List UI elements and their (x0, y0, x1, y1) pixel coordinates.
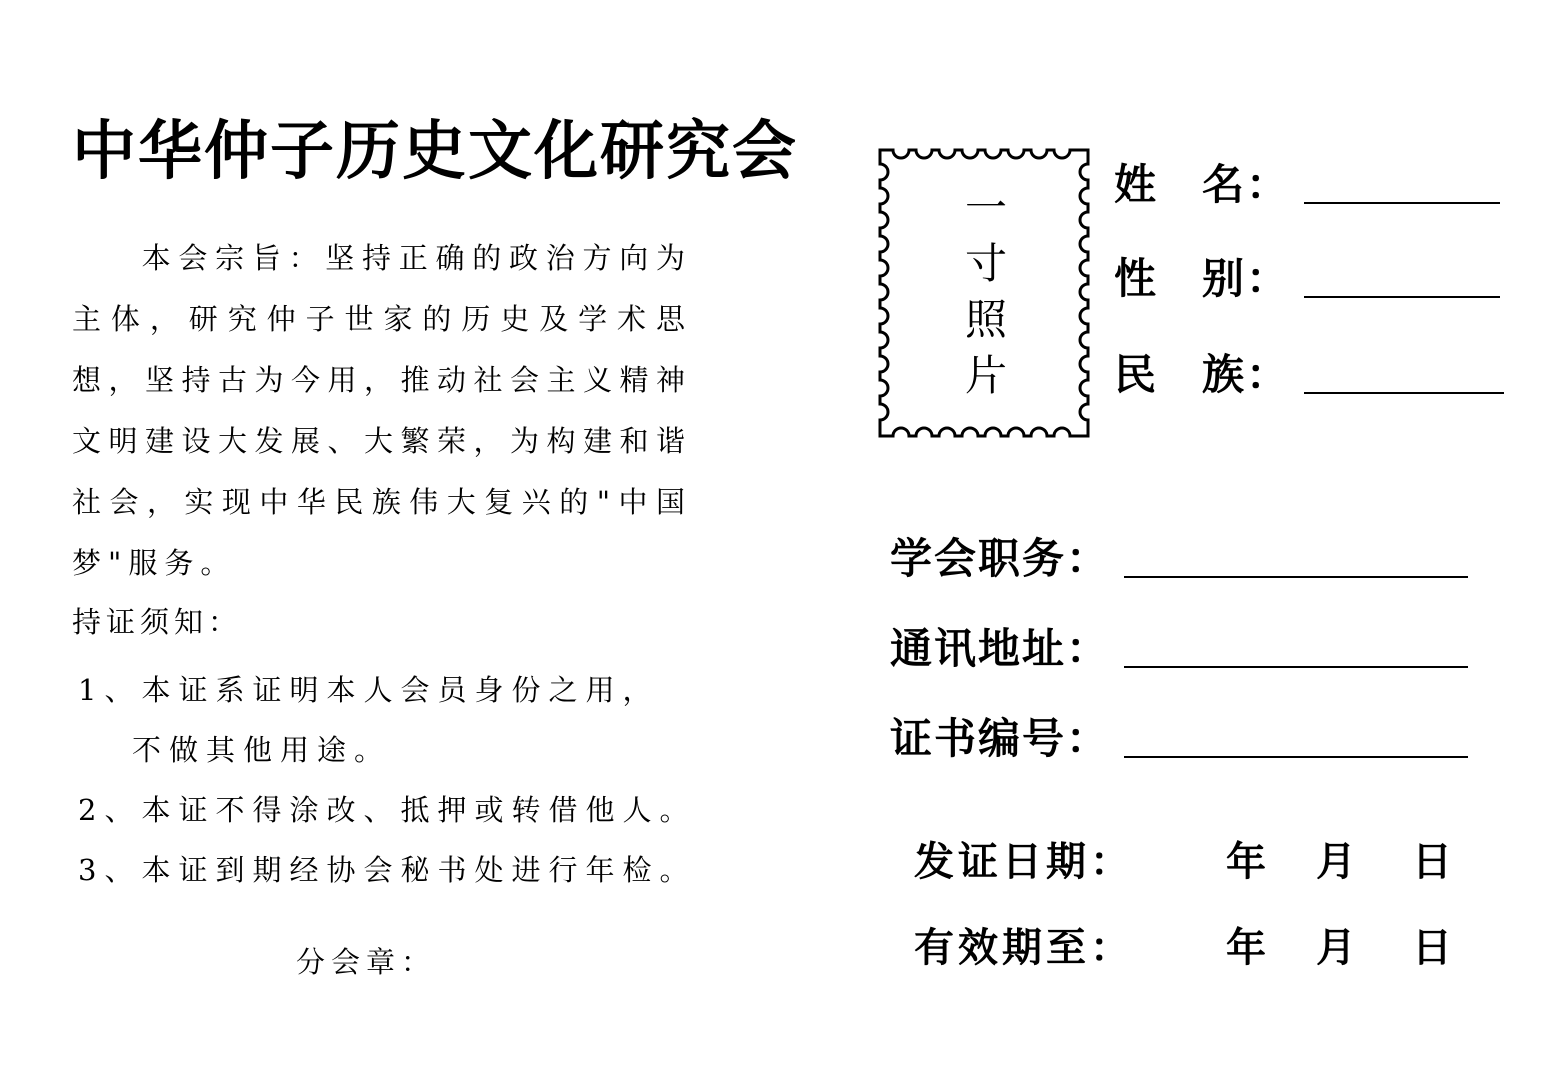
notice-item-2: 2、本证不得涂改、抵押或转借他人。 (78, 793, 697, 827)
purpose-text: 本会宗旨：坚持正确的政治方向为主体，研究仲子世家的历史及学术思想，坚持古为今用，推动社会主义精神文明建设大发展、大繁荣，为构建和谐社会，实现中华民族伟大复兴的"中国梦"服务。 (72, 241, 692, 580)
notice-heading: 持证须知： (72, 605, 243, 639)
notice-item-1-continued: 不做其他用途。 (132, 733, 392, 767)
valid-until-label: 有效期至： (914, 924, 1134, 971)
gender-field[interactable] (1114, 246, 1500, 306)
notice-item-1: 1、本证系证明本人会员身份之用， (78, 673, 660, 707)
notice-item-3: 3、本证到期经协会秘书处进行年检。 (78, 853, 697, 887)
issue-date-month: 月 (1316, 838, 1356, 885)
branch-seal-label: 分会章： (296, 945, 437, 979)
purpose-statement (72, 228, 692, 594)
gender-label: 性 别： (1114, 254, 1291, 303)
issue-date-row (0, 830, 1560, 885)
issue-date-day: 日 (1412, 838, 1452, 885)
position-input-line[interactable] (1124, 576, 1468, 578)
certificate-number-field[interactable] (890, 706, 1468, 766)
name-label: 姓 名： (1114, 160, 1291, 209)
ethnicity-input-line[interactable] (1304, 392, 1504, 394)
ethnicity-label: 民 族： (1114, 350, 1291, 399)
name-field[interactable] (1114, 152, 1500, 212)
valid-until-year: 年 (1226, 924, 1266, 971)
issue-date-year: 年 (1226, 838, 1266, 885)
certificate-number-input-line[interactable] (1124, 756, 1468, 758)
certificate-number-label: 证书编号： (890, 714, 1111, 763)
position-label: 学会职务： (890, 534, 1111, 583)
address-label: 通讯地址： (890, 624, 1111, 673)
association-title: 中华仲子历史文化研究会 (72, 115, 798, 189)
address-field[interactable] (890, 616, 1468, 676)
address-input-line[interactable] (1124, 666, 1468, 668)
issue-date-label: 发证日期： (914, 838, 1134, 885)
gender-input-line[interactable] (1304, 296, 1500, 298)
photo-placeholder-text: 一 寸 照 片 (964, 183, 1007, 400)
name-input-line[interactable] (1304, 202, 1500, 204)
valid-until-row (0, 916, 1560, 971)
ethnicity-field[interactable] (1114, 342, 1504, 402)
valid-until-day: 日 (1412, 924, 1452, 971)
position-field[interactable] (890, 526, 1468, 586)
valid-until-month: 月 (1316, 924, 1356, 971)
